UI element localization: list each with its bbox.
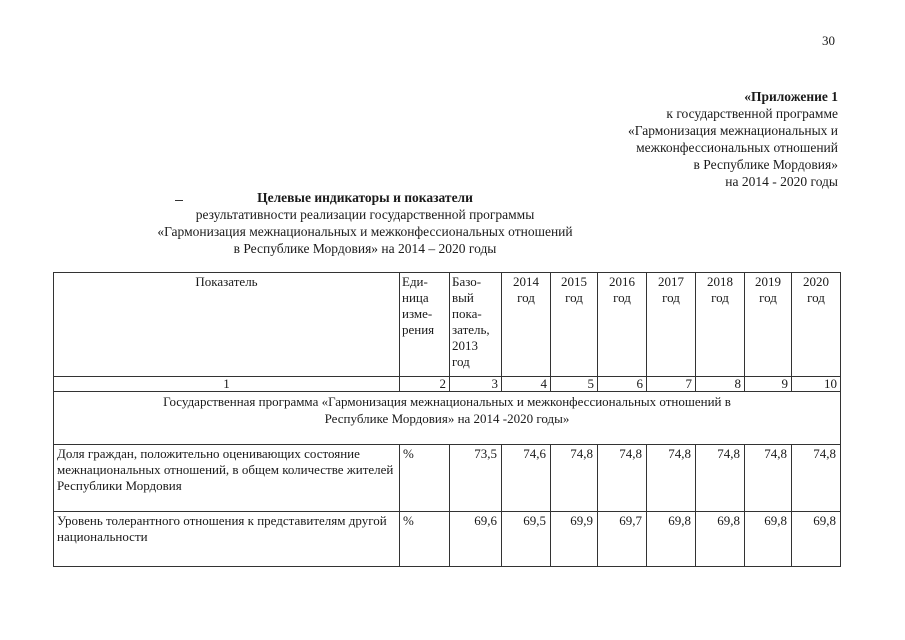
header-year-2014: 2014 год [502, 273, 551, 377]
value-cell: 69,6 [450, 512, 502, 567]
table-row [54, 512, 841, 567]
value-cell: 69,8 [647, 512, 696, 567]
page-number: 30 [822, 33, 835, 48]
header-base-value: Базо- вый пока- затель, 2013 год [450, 273, 502, 377]
indicator-name: Уровень толерантного отношения к представителям другой национальности [54, 512, 400, 567]
value-cell: 69,8 [792, 512, 841, 567]
indicator-name: Доля граждан, положительно оценивающих состояние межнациональных отношений, в общем количестве жителей Республики Мордовия [54, 445, 400, 512]
table-row [54, 445, 841, 512]
appendix-line: межконфессиональных отношений [636, 140, 838, 155]
heading-title: Целевые индикаторы и показатели [257, 190, 473, 205]
indicators-table [53, 272, 841, 567]
heading-line: результативности реализации государственной программы [195, 207, 535, 222]
appendix-title: «Приложение 1 [744, 89, 838, 104]
section-row [54, 392, 841, 445]
header-year-2015: 2015 год [551, 273, 598, 377]
column-number: 1 [54, 377, 400, 392]
value-cell: 74,8 [598, 445, 647, 512]
header-year-2018: 2018 год [696, 273, 745, 377]
value-cell: 73,5 [450, 445, 502, 512]
value-cell: 74,8 [792, 445, 841, 512]
column-number: 8 [696, 377, 745, 392]
value-cell: 69,7 [598, 512, 647, 567]
column-number: 5 [551, 377, 598, 392]
value-cell: 69,9 [551, 512, 598, 567]
heading-line: «Гармонизация межнациональных и межконфессиональных отношений [157, 224, 573, 239]
column-number: 6 [598, 377, 647, 392]
value-cell: 69,5 [502, 512, 551, 567]
header-year-2020: 2020 год [792, 273, 841, 377]
section-title: Государственная программа «Гармонизация межнациональных и межконфессиональных отношений в Республике Мордовия» на 2014 -2020 годы» [54, 392, 841, 445]
column-number: 7 [647, 377, 696, 392]
column-number-row [54, 377, 841, 392]
indicator-unit: % [400, 512, 450, 567]
value-cell: 74,8 [551, 445, 598, 512]
value-cell: 69,8 [696, 512, 745, 567]
column-number: 9 [745, 377, 792, 392]
column-number: 10 [792, 377, 841, 392]
appendix-line: «Гармонизация межнациональных и [627, 123, 838, 138]
table-header-row [54, 273, 841, 377]
document-heading [130, 189, 600, 257]
value-cell: 74,6 [502, 445, 551, 512]
header-year-2017: 2017 год [647, 273, 696, 377]
appendix-line: на 2014 - 2020 годы [725, 174, 838, 189]
header-indicator: Показатель [54, 273, 400, 377]
value-cell: 74,8 [696, 445, 745, 512]
heading-line: в Республике Мордовия» на 2014 – 2020 годы [233, 241, 497, 256]
column-number: 3 [450, 377, 502, 392]
header-year-2019: 2019 год [745, 273, 792, 377]
value-cell: 69,8 [745, 512, 792, 567]
header-unit: Еди- ница изме- рения [400, 273, 450, 377]
column-number: 4 [502, 377, 551, 392]
indicator-unit: % [400, 445, 450, 512]
appendix-line: в Республике Мордовия» [693, 157, 838, 172]
appendix-line: к государственной программе [666, 106, 838, 121]
header-year-2016: 2016 год [598, 273, 647, 377]
appendix-note [628, 88, 838, 190]
value-cell: 74,8 [647, 445, 696, 512]
column-number: 2 [400, 377, 450, 392]
value-cell: 74,8 [745, 445, 792, 512]
